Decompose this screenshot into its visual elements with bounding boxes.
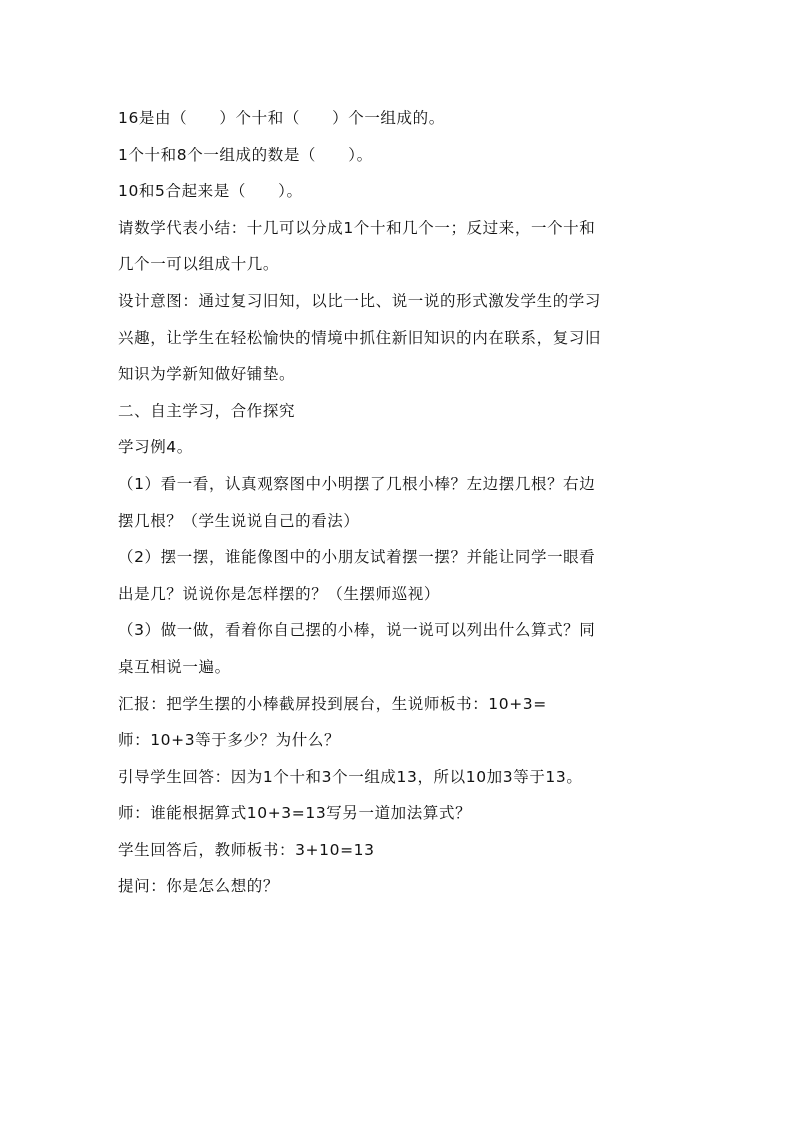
text-line: 请数学代表小结：十几可以分成1个十和几个一；反过来，一个十和 (118, 218, 596, 237)
text-line: 桌互相说一遍。 (118, 657, 231, 676)
text-line: （3）做一做，看着你自己摆的小棒，说一说可以列出什么算式？同 (118, 621, 596, 640)
text-line: 学习例4。 (118, 438, 193, 457)
text-line: （2）摆一摆，谁能像图中的小朋友试着摆一摆？并能让同学一眼看 (118, 548, 596, 567)
text-line: 引导学生回答：因为1个十和3个一组成13，所以10加3等于13。 (118, 767, 583, 786)
text-line: 摆几根？（学生说说自己的看法） (118, 511, 360, 530)
text-line: 16是由（ ）个十和（ ）个一组成的。 (118, 109, 445, 127)
document-body (118, 100, 678, 905)
text-line: 知识为学新知做好铺垫。 (118, 365, 296, 384)
text-line: 1个十和8个一组成的数是（ ）。 (118, 145, 373, 164)
text-line: 学生回答后，教师板书：3+10=13 (118, 840, 375, 859)
text-line: 设计意图：通过复习旧知，以比一比、说一说的形式激发学生的学习 (118, 291, 602, 310)
text-line: 提问：你是怎么想的？ (118, 877, 280, 896)
text-line: 师：10+3等于多少？为什么？ (118, 731, 341, 750)
text-line: 师：谁能根据算式10+3=13写另一道加法算式？ (118, 804, 472, 823)
text-line: 几个一可以组成十几。 (118, 255, 280, 274)
text-line: （1）看一看，认真观察图中小明摆了几根小棒？左边摆几根？右边 (118, 474, 596, 493)
text-line: 兴趣，让学生在轻松愉快的情境中抓住新旧知识的内在联系，复习旧 (118, 328, 602, 347)
text-line: 10和5合起来是（ ）。 (118, 182, 303, 201)
text-line: 汇报：把学生摆的小棒截屏投到展台，生说师板书：10+3= (118, 694, 547, 713)
text-line: 出是几？说说你是怎样摆的？（生摆师巡视） (118, 584, 441, 603)
section-heading: 二、自主学习，合作探究 (118, 401, 296, 420)
